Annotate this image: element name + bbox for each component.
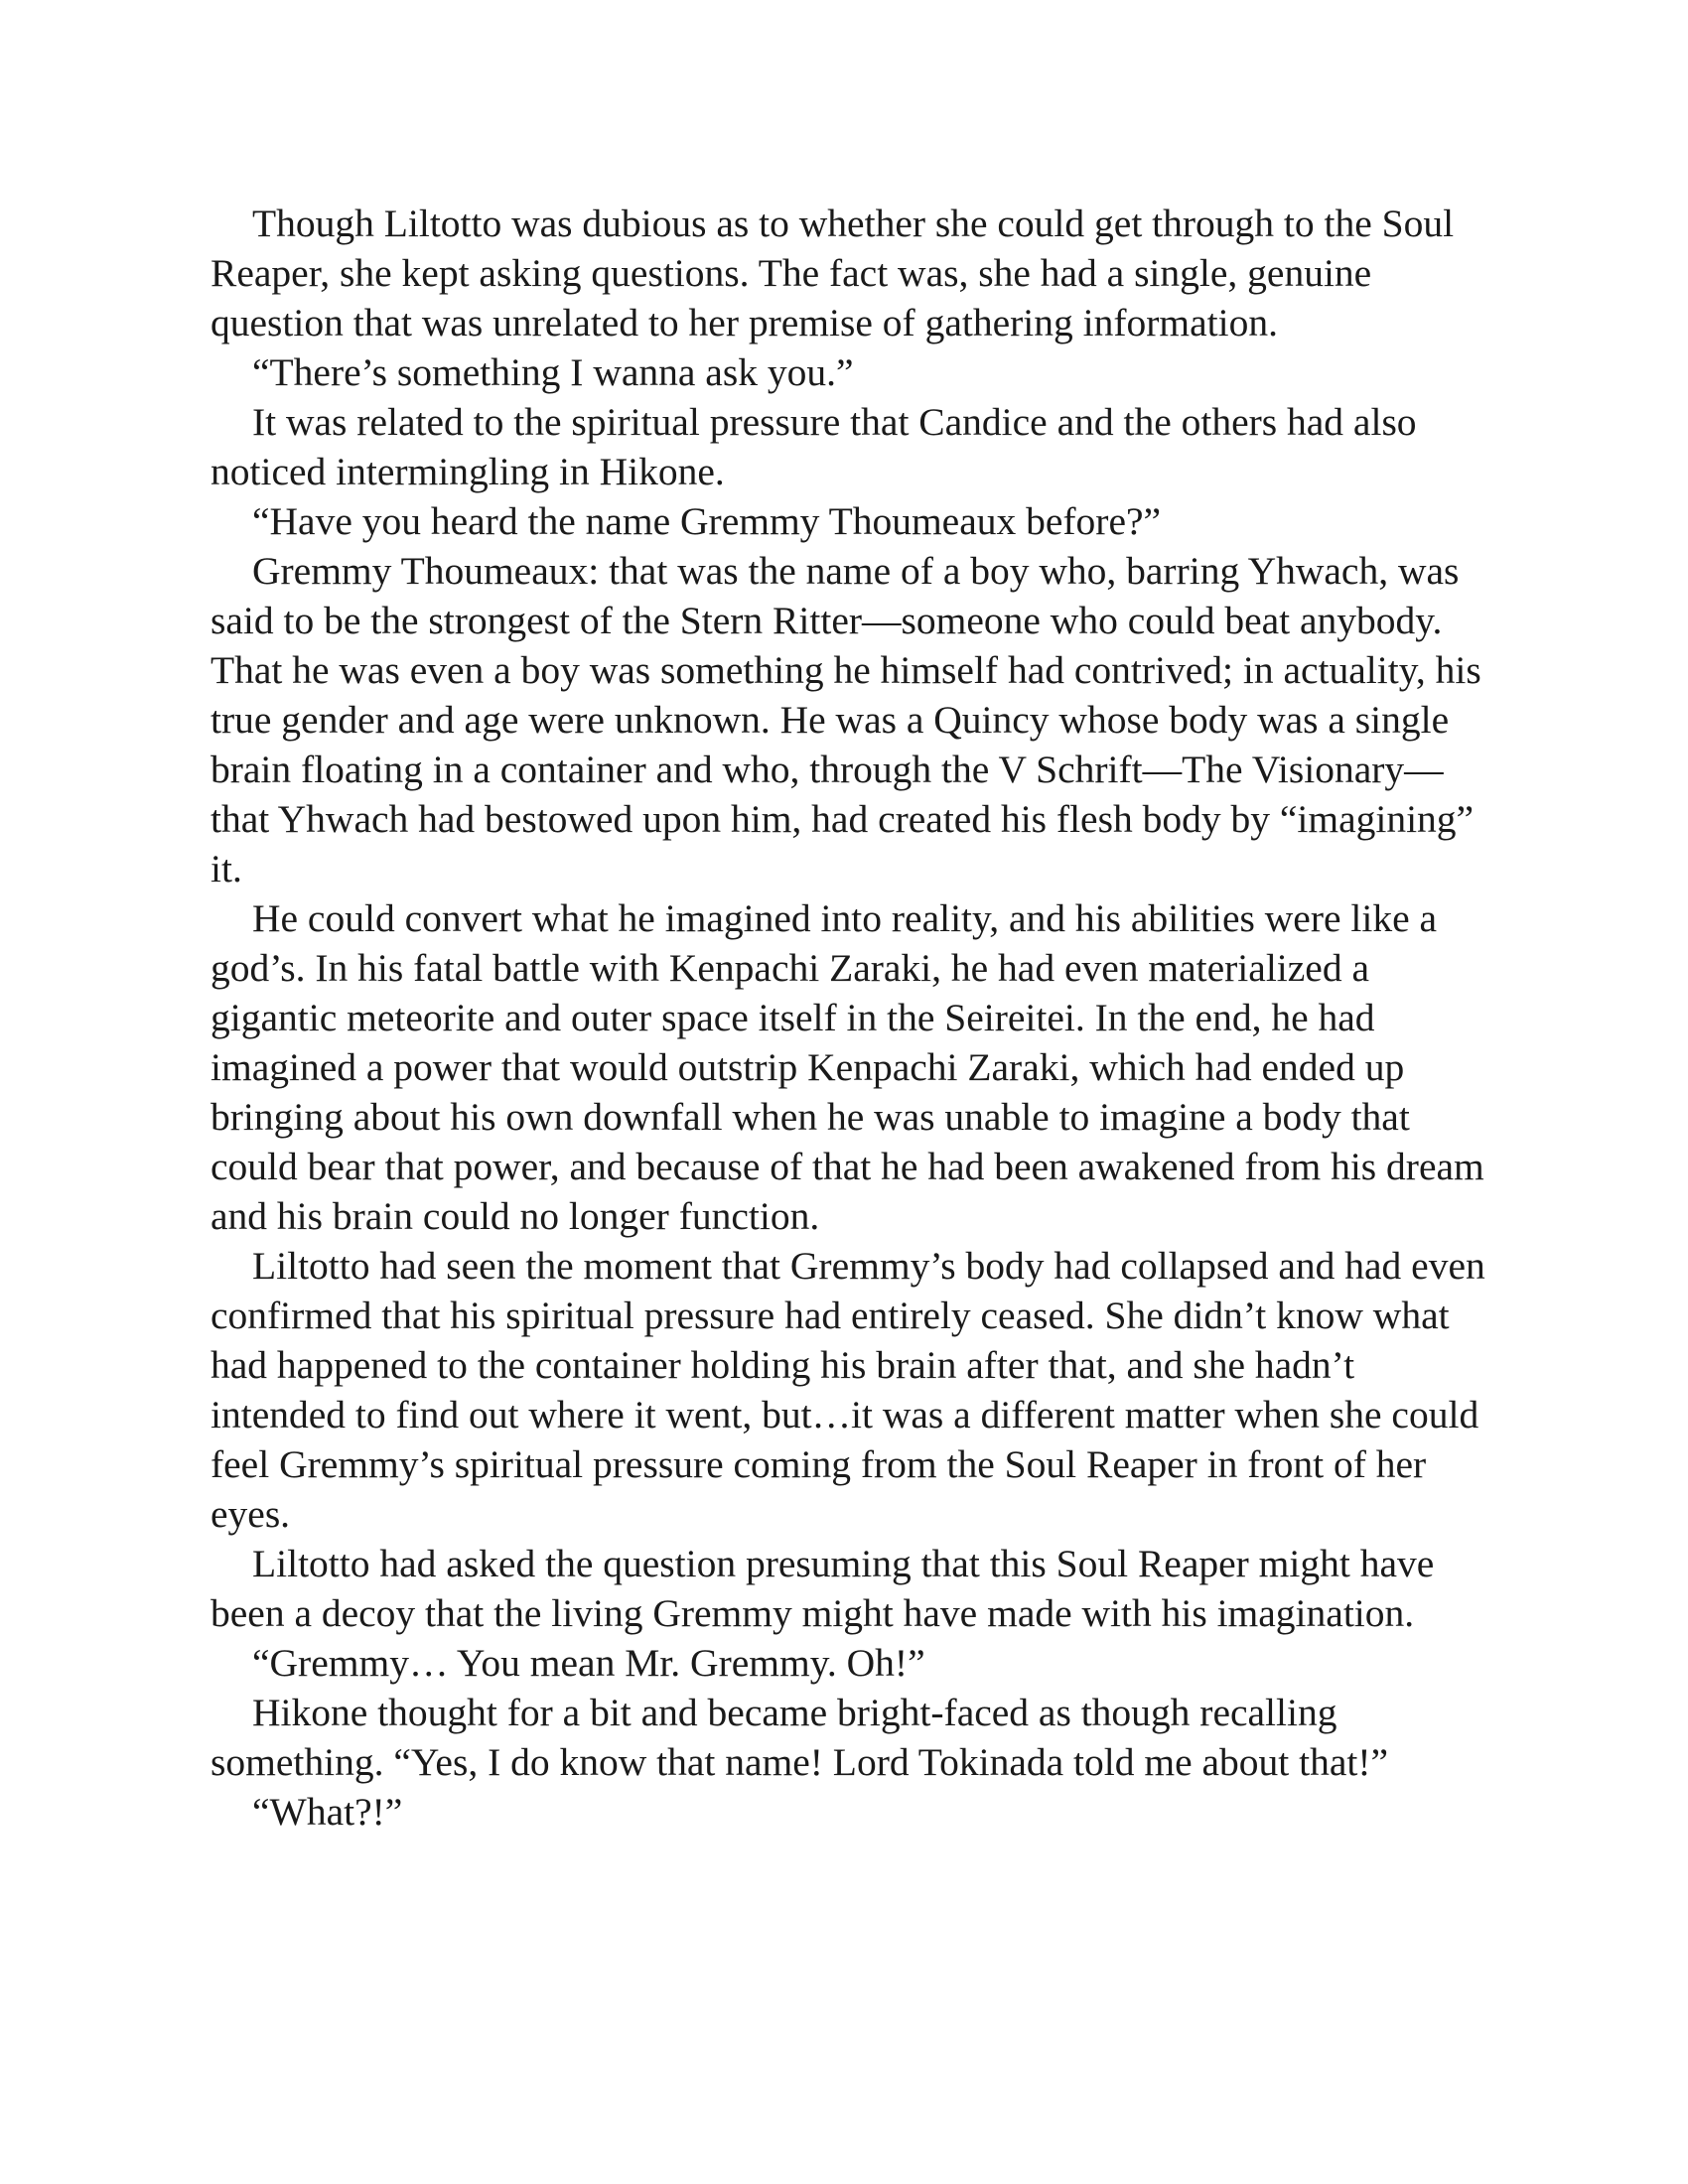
paragraph: Gremmy Thoumeaux: that was the name of a boy who, barring Yhwach, was said to be the strongest of the Stern Ritter—someone who could beat anybody. That he was even a boy was something he himself had contrived; in actuality, his true gender and age were unknown. He was a Quincy whose body was a single brain floating in a container and who, through the V Schrift—The Visionary—that Yhwach had bestowed upon him, had created his flesh body by “imagining” it. [211, 549, 1481, 890]
paragraph: Hikone thought for a bit and became bright-faced as though recalling something. “Yes, I do know that name! Lord Tokinada told me about that!” [211, 1691, 1389, 1784]
paragraph: Liltotto had seen the moment that Gremmy’s body had collapsed and had even confirmed that his spiritual pressure had entirely ceased. She didn’t know what had happened to the container holding his brain after that, and she hadn’t intended to find out where it went, but…it was a different matter when she could feel Gremmy’s spiritual pressure coming from the Soul Reaper in front of her eyes. [211, 1244, 1485, 1536]
paragraph: “Gremmy… You mean Mr. Gremmy. Oh!” [252, 1641, 925, 1685]
paragraph: “Have you heard the name Gremmy Thoumeaux before?” [252, 499, 1162, 543]
page-text [211, 199, 1491, 1837]
paragraph: Though Liltotto was dubious as to whether she could get through to the Soul Reaper, she kept asking questions. The fact was, she had a single, genuine question that was unrelated to her premise of gathering information. [211, 202, 1455, 344]
paragraph: Liltotto had asked the question presuming that this Soul Reaper might have been a decoy that the living Gremmy might have made with his imagination. [211, 1542, 1435, 1635]
paragraph: He could convert what he imagined into reality, and his abilities were like a god’s. In his fatal battle with Kenpachi Zaraki, he had even materialized a gigantic meteorite and outer space itself in the Seireitei. In the end, he had imagined a power that would outstrip Kenpachi Zaraki, which had ended up bringing about his own downfall when he was unable to imagine a body that could bear that power, and because of that he had been awakened from his dream and his brain could no longer function. [211, 896, 1484, 1238]
paragraph: “What?!” [252, 1790, 403, 1834]
paragraph: It was related to the spiritual pressure that Candice and the others had also noticed intermingling in Hikone. [211, 400, 1417, 493]
paragraph: “There’s something I wanna ask you.” [252, 350, 854, 394]
